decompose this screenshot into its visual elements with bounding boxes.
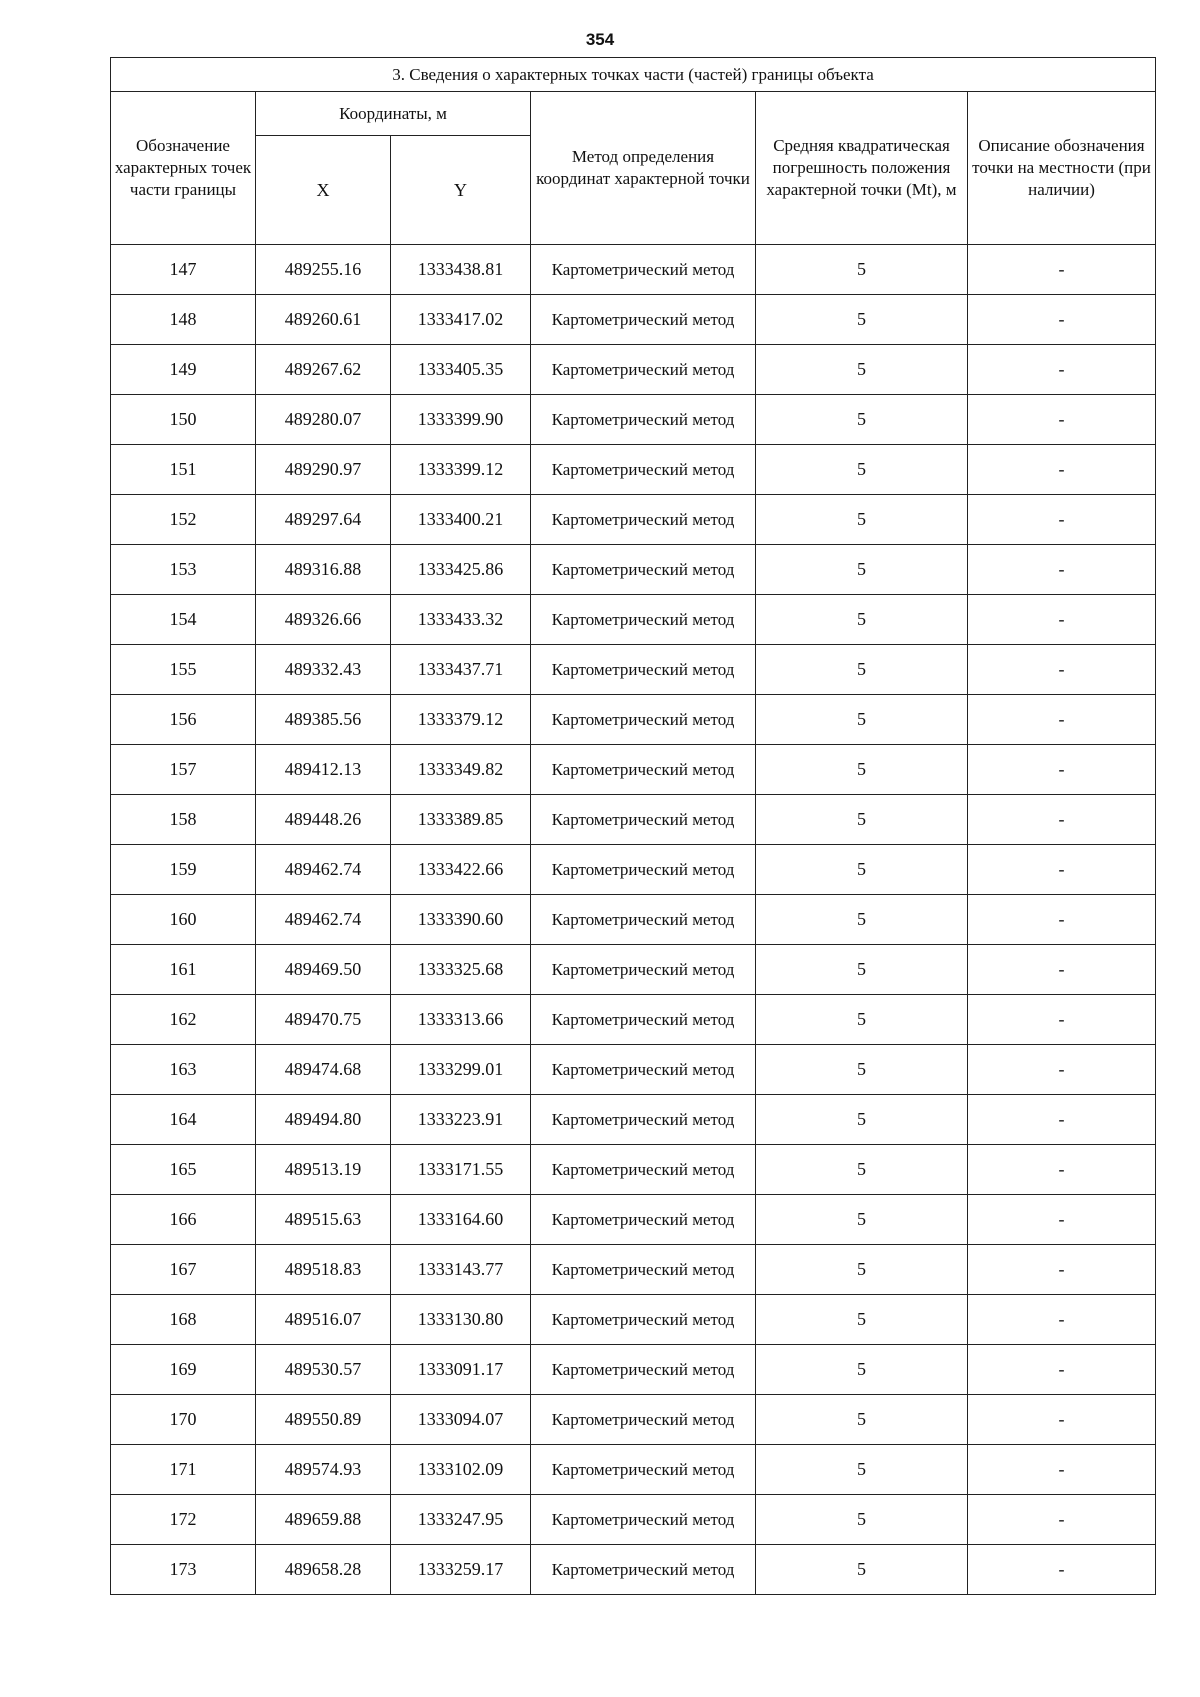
point-number: 164 — [111, 1095, 256, 1145]
method: Картометрический метод — [531, 1395, 756, 1445]
point-number: 157 — [111, 745, 256, 795]
method: Картометрический метод — [531, 1045, 756, 1095]
method: Картометрический метод — [531, 495, 756, 545]
point-number: 170 — [111, 1395, 256, 1445]
coordinate-y: 1333143.77 — [391, 1245, 531, 1295]
method: Картометрический метод — [531, 645, 756, 695]
description: - — [968, 1095, 1156, 1145]
error-value: 5 — [756, 295, 968, 345]
error-value: 5 — [756, 445, 968, 495]
method: Картометрический метод — [531, 295, 756, 345]
description: - — [968, 645, 1156, 695]
coordinate-y: 1333299.01 — [391, 1045, 531, 1095]
description: - — [968, 1195, 1156, 1245]
coordinate-y: 1333130.80 — [391, 1295, 531, 1345]
point-number: 148 — [111, 295, 256, 345]
coordinate-x: 489280.07 — [256, 395, 391, 445]
coordinate-x: 489255.16 — [256, 245, 391, 295]
table-header — [111, 58, 1156, 245]
coordinate-y: 1333400.21 — [391, 495, 531, 545]
description: - — [968, 745, 1156, 795]
table-row — [111, 995, 1156, 1045]
coordinate-x: 489332.43 — [256, 645, 391, 695]
coordinate-y: 1333433.32 — [391, 595, 531, 645]
table-row — [111, 1545, 1156, 1595]
coordinate-y: 1333164.60 — [391, 1195, 531, 1245]
point-number: 161 — [111, 945, 256, 995]
error-value: 5 — [756, 745, 968, 795]
method: Картометрический метод — [531, 1445, 756, 1495]
header-x: X — [256, 136, 391, 245]
coordinate-y: 1333390.60 — [391, 895, 531, 945]
description: - — [968, 295, 1156, 345]
method: Картометрический метод — [531, 1345, 756, 1395]
description: - — [968, 795, 1156, 845]
method: Картометрический метод — [531, 245, 756, 295]
method: Картометрический метод — [531, 445, 756, 495]
method: Картометрический метод — [531, 745, 756, 795]
table-row — [111, 795, 1156, 845]
coordinate-y: 1333313.66 — [391, 995, 531, 1045]
error-value: 5 — [756, 895, 968, 945]
error-value: 5 — [756, 1095, 968, 1145]
coordinate-y: 1333091.17 — [391, 1345, 531, 1395]
coordinate-x: 489470.75 — [256, 995, 391, 1045]
point-number: 167 — [111, 1245, 256, 1295]
error-value: 5 — [756, 995, 968, 1045]
table-row — [111, 745, 1156, 795]
description: - — [968, 1395, 1156, 1445]
point-number: 155 — [111, 645, 256, 695]
coordinate-x: 489412.13 — [256, 745, 391, 795]
section-title: 3. Сведения о характерных точках части (частей) границы объекта — [111, 58, 1156, 92]
point-number: 166 — [111, 1195, 256, 1245]
header-designation: Обозначение характерных точек части границы — [111, 92, 256, 245]
coordinate-x: 489385.56 — [256, 695, 391, 745]
error-value: 5 — [756, 1345, 968, 1395]
table-row — [111, 895, 1156, 945]
method: Картометрический метод — [531, 845, 756, 895]
coordinate-y: 1333094.07 — [391, 1395, 531, 1445]
point-number: 159 — [111, 845, 256, 895]
table-row — [111, 845, 1156, 895]
method: Картометрический метод — [531, 1145, 756, 1195]
point-number: 162 — [111, 995, 256, 1045]
error-value: 5 — [756, 1545, 968, 1595]
table-row — [111, 1095, 1156, 1145]
point-number: 156 — [111, 695, 256, 745]
coordinate-y: 1333379.12 — [391, 695, 531, 745]
coordinate-x: 489513.19 — [256, 1145, 391, 1195]
coordinate-x: 489316.88 — [256, 545, 391, 595]
header-description: Описание обозначения точки на местности (при наличии) — [968, 92, 1156, 245]
description: - — [968, 945, 1156, 995]
table-row — [111, 1195, 1156, 1245]
coordinate-x: 489574.93 — [256, 1445, 391, 1495]
table-row — [111, 1045, 1156, 1095]
point-number: 168 — [111, 1295, 256, 1345]
point-number: 153 — [111, 545, 256, 595]
header-y: Y — [391, 136, 531, 245]
table-row — [111, 245, 1156, 295]
coordinate-y: 1333102.09 — [391, 1445, 531, 1495]
point-number: 160 — [111, 895, 256, 945]
point-number: 158 — [111, 795, 256, 845]
description: - — [968, 1245, 1156, 1295]
coordinate-x: 489326.66 — [256, 595, 391, 645]
error-value: 5 — [756, 245, 968, 295]
table-row — [111, 945, 1156, 995]
method: Картометрический метод — [531, 695, 756, 745]
header-method: Метод определения координат характерной точки — [531, 92, 756, 245]
table-row — [111, 1495, 1156, 1545]
table-row — [111, 345, 1156, 395]
point-number: 151 — [111, 445, 256, 495]
description: - — [968, 245, 1156, 295]
coordinate-x: 489474.68 — [256, 1045, 391, 1095]
error-value: 5 — [756, 345, 968, 395]
error-value: 5 — [756, 695, 968, 745]
error-value: 5 — [756, 1445, 968, 1495]
point-number: 150 — [111, 395, 256, 445]
coordinate-x: 489518.83 — [256, 1245, 391, 1295]
method: Картометрический метод — [531, 1245, 756, 1295]
coordinate-y: 1333247.95 — [391, 1495, 531, 1545]
coordinate-x: 489448.26 — [256, 795, 391, 845]
method: Картометрический метод — [531, 1545, 756, 1595]
table-row — [111, 645, 1156, 695]
error-value: 5 — [756, 395, 968, 445]
method: Картометрический метод — [531, 795, 756, 845]
header-coordinates: Координаты, м — [256, 92, 531, 136]
table-row — [111, 495, 1156, 545]
point-number: 149 — [111, 345, 256, 395]
coordinate-y: 1333223.91 — [391, 1095, 531, 1145]
method: Картометрический метод — [531, 395, 756, 445]
description: - — [968, 695, 1156, 745]
coordinate-y: 1333399.12 — [391, 445, 531, 495]
description: - — [968, 1345, 1156, 1395]
coordinate-y: 1333405.35 — [391, 345, 531, 395]
description: - — [968, 1145, 1156, 1195]
error-value: 5 — [756, 645, 968, 695]
error-value: 5 — [756, 945, 968, 995]
table-row — [111, 1145, 1156, 1195]
method: Картометрический метод — [531, 995, 756, 1045]
table-row — [111, 1395, 1156, 1445]
coordinate-y: 1333349.82 — [391, 745, 531, 795]
header-error: Средняя квадратическая погрешность положения характерной точки (Mt), м — [756, 92, 968, 245]
coordinate-y: 1333437.71 — [391, 645, 531, 695]
coordinate-y: 1333422.66 — [391, 845, 531, 895]
error-value: 5 — [756, 1495, 968, 1545]
table-row — [111, 545, 1156, 595]
error-value: 5 — [756, 595, 968, 645]
coordinate-x: 489494.80 — [256, 1095, 391, 1145]
method: Картометрический метод — [531, 345, 756, 395]
coordinate-y: 1333389.85 — [391, 795, 531, 845]
error-value: 5 — [756, 545, 968, 595]
coordinate-x: 489658.28 — [256, 1545, 391, 1595]
point-number: 172 — [111, 1495, 256, 1545]
point-number: 163 — [111, 1045, 256, 1095]
point-number: 171 — [111, 1445, 256, 1495]
coordinate-x: 489550.89 — [256, 1395, 391, 1445]
error-value: 5 — [756, 795, 968, 845]
description: - — [968, 395, 1156, 445]
coordinate-x: 489297.64 — [256, 495, 391, 545]
description: - — [968, 345, 1156, 395]
point-number: 152 — [111, 495, 256, 545]
error-value: 5 — [756, 1145, 968, 1195]
coordinate-x: 489530.57 — [256, 1345, 391, 1395]
page-number: 354 — [585, 30, 615, 49]
table-row — [111, 295, 1156, 345]
coordinate-y: 1333425.86 — [391, 545, 531, 595]
table-row — [111, 1445, 1156, 1495]
error-value: 5 — [756, 1245, 968, 1295]
description: - — [968, 1295, 1156, 1345]
method: Картометрический метод — [531, 545, 756, 595]
coordinate-x: 489469.50 — [256, 945, 391, 995]
coordinate-y: 1333325.68 — [391, 945, 531, 995]
coordinate-x: 489659.88 — [256, 1495, 391, 1545]
error-value: 5 — [756, 1195, 968, 1245]
coordinate-y: 1333259.17 — [391, 1545, 531, 1595]
point-number: 173 — [111, 1545, 256, 1595]
point-number: 165 — [111, 1145, 256, 1195]
error-value: 5 — [756, 1295, 968, 1345]
coordinate-y: 1333171.55 — [391, 1145, 531, 1195]
method: Картометрический метод — [531, 945, 756, 995]
description: - — [968, 495, 1156, 545]
coordinate-y: 1333417.02 — [391, 295, 531, 345]
description: - — [968, 995, 1156, 1045]
coordinate-y: 1333399.90 — [391, 395, 531, 445]
description: - — [968, 1495, 1156, 1545]
coordinate-x: 489462.74 — [256, 895, 391, 945]
coordinate-y: 1333438.81 — [391, 245, 531, 295]
description: - — [968, 595, 1156, 645]
characteristic-points-table — [110, 57, 1156, 1595]
description: - — [968, 545, 1156, 595]
method: Картометрический метод — [531, 1495, 756, 1545]
table-body — [111, 245, 1156, 1595]
coordinate-x: 489290.97 — [256, 445, 391, 495]
point-number: 147 — [111, 245, 256, 295]
point-number: 154 — [111, 595, 256, 645]
coordinate-x: 489267.62 — [256, 345, 391, 395]
method: Картометрический метод — [531, 1095, 756, 1145]
description: - — [968, 845, 1156, 895]
method: Картометрический метод — [531, 895, 756, 945]
description: - — [968, 1445, 1156, 1495]
description: - — [968, 895, 1156, 945]
coordinate-x: 489515.63 — [256, 1195, 391, 1245]
error-value: 5 — [756, 1395, 968, 1445]
table-row — [111, 445, 1156, 495]
description: - — [968, 445, 1156, 495]
description: - — [968, 1545, 1156, 1595]
description: - — [968, 1045, 1156, 1095]
coordinate-x: 489462.74 — [256, 845, 391, 895]
table-row — [111, 395, 1156, 445]
table-row — [111, 595, 1156, 645]
error-value: 5 — [756, 845, 968, 895]
method: Картометрический метод — [531, 595, 756, 645]
method: Картометрический метод — [531, 1295, 756, 1345]
method: Картометрический метод — [531, 1195, 756, 1245]
table-row — [111, 1345, 1156, 1395]
table-row — [111, 1245, 1156, 1295]
error-value: 5 — [756, 495, 968, 545]
table-row — [111, 1295, 1156, 1345]
table-row — [111, 695, 1156, 745]
coordinate-x: 489516.07 — [256, 1295, 391, 1345]
point-number: 169 — [111, 1345, 256, 1395]
coordinate-x: 489260.61 — [256, 295, 391, 345]
error-value: 5 — [756, 1045, 968, 1095]
